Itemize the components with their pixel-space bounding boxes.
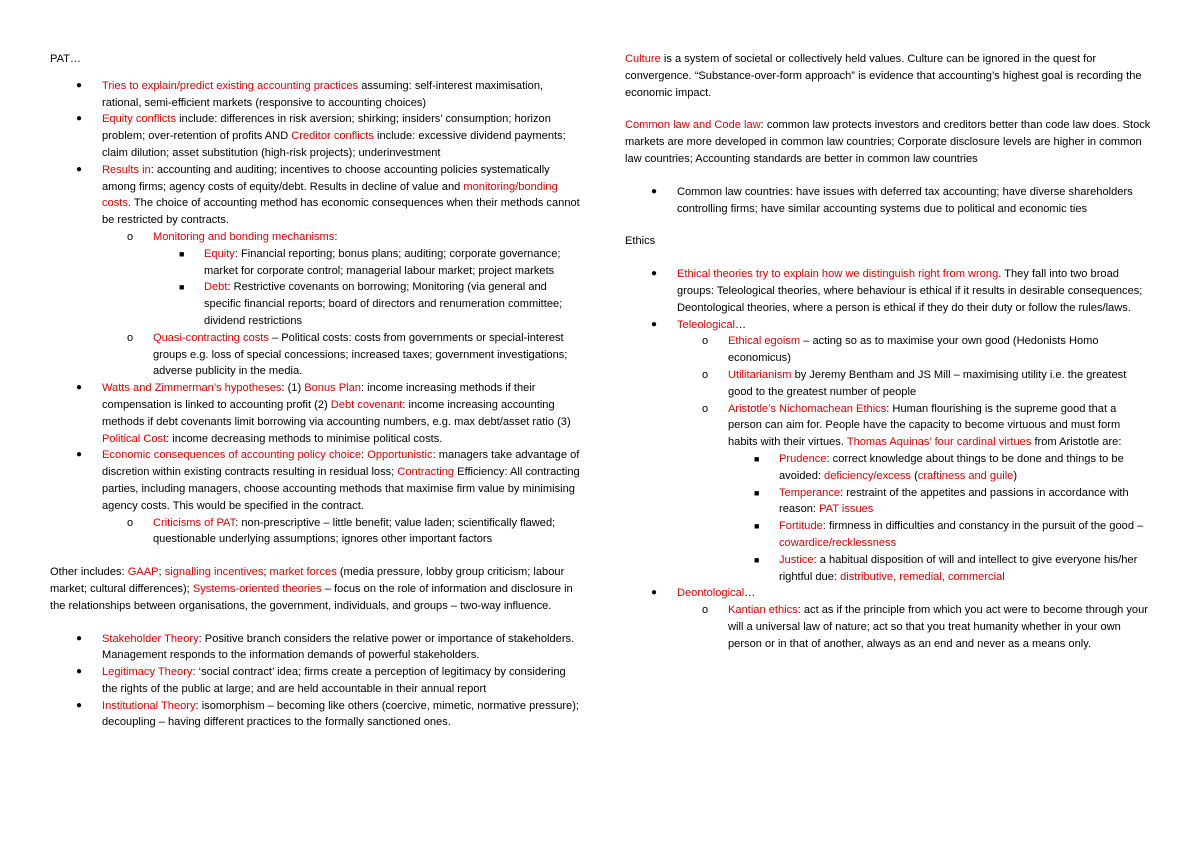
list-item: ● Teleological…: [625, 317, 1152, 334]
circle-bullet-icon: o: [702, 368, 709, 381]
list-item: ● Equity conflicts include: differences in risk aversion; shirking; insiders’ consumption; horizon problem; over-retention of profits AND Creditor conflicts include: excessive dividend payments; claim dilution; asset substitution (high-risk projects); underinvestment: [76, 113, 566, 159]
law-paragraph: Common law and Code law: common law protects investors and creditors better than code law does. Stock markets are more developed in common law countries; Corporate disclosure levels are higher in common law countries; Accounting standards are better in common law countries: [625, 119, 1151, 165]
list-item: ● Results in: accounting and auditing; incentives to choose accounting policies systematically among firms; agency costs of equity/debt. Results in decline of value and monitoring/bonding costs. The choice of accounting method has economic consequences when their methods cannot be restricted by contracts.: [76, 163, 580, 227]
list-item: ● Tries to explain/predict existing accounting practices assuming: self-interest maximisation, rational, semi-efficient markets (responsive to accounting choices): [76, 79, 544, 109]
bullet-icon: ●: [76, 449, 83, 461]
circle-bullet-icon: o: [702, 604, 709, 617]
ethics-heading: Ethics: [625, 235, 656, 248]
square-bullet-icon: ■: [754, 487, 760, 498]
list-item: ■ Justice: a habitual disposition of will and intellect to give everyone his/her rightful due: distributive, remedial, commercial: [754, 553, 1138, 583]
bullet-icon: ●: [651, 185, 658, 197]
circle-bullet-icon: o: [702, 335, 709, 348]
list-item: ■ Debt: Restrictive covenants on borrowing; Monitoring (via general and specific financial reports; board of directors and renumeration committee; dividend restrictions: [179, 281, 563, 327]
square-bullet-icon: ■: [754, 554, 760, 565]
list-item: ■ Prudence: correct knowledge about things to be done and things to be avoided: deficiency/excess (craftiness and guile): [754, 452, 1124, 482]
list-item: o Utilitarianism by Jeremy Bentham and JS Mill – maximising utility i.e. the greatest good to the greatest number of people: [702, 368, 1127, 398]
square-bullet-icon: ■: [754, 453, 760, 464]
list-item: o Aristotle’s Nichomachean Ethics: Human flourishing is the supreme good that a person can aim for. People have the capacity to become virtuous and must form habits with their virtues. Thomas Aquinas’ four cardinal virtues from Aristotle are:: [702, 402, 1122, 449]
bullet-icon: ●: [651, 268, 658, 280]
list-item: ● Stakeholder Theory: Positive branch considers the relative power or importance of stakeholders. Management responds to the information demands of powerful stakeholders.: [76, 632, 575, 662]
list-item: o Criticisms of PAT: non-prescriptive – little benefit; value laden; scientifically flawed; questionable underlying assumptions; ignores other important factors: [127, 516, 556, 546]
list-item: ■ Equity: Financial reporting; bonus plans; auditing; corporate governance; market for corporate control; managerial labour market; project markets: [179, 247, 561, 277]
circle-bullet-icon: o: [702, 402, 709, 415]
list-item: o Monitoring and bonding mechanisms:: [50, 229, 580, 246]
bullet-icon: ●: [651, 587, 658, 599]
list-item: o Quasi-contracting costs – Political costs: costs from governments or special-interest groups e.g. loss of special concessions; increased taxes; government investigations; adverse publicity in the media.: [127, 331, 568, 378]
bullet-icon: ●: [76, 79, 83, 91]
bullet-icon: ●: [651, 318, 658, 330]
bullet-icon: ●: [76, 113, 83, 125]
list-item: o Kantian ethics: act as if the principle from which you act were to become through your will a universal law of nature; act so that you treat humanity whether in your own person or in that of another, always as an end and never as a means only.: [702, 604, 1148, 650]
circle-bullet-icon: o: [127, 331, 134, 344]
list-item: ● Common law countries: have issues with deferred tax accounting; have diverse shareholders controlling firms; have similar accounting systems due to political and economic ties: [651, 185, 1133, 215]
list-item: o Ethical egoism – acting so as to maximise your own good (Hedonists Homo economicus): [702, 335, 1099, 365]
list-item: ■ Fortitude: firmness in difficulties and constancy in the pursuit of the good – cowardice/recklessness: [754, 520, 1144, 549]
list-item: ■ Temperance: restraint of the appetites and passions in accordance with reason: PAT issues: [754, 486, 1129, 516]
pat-heading: PAT…: [50, 53, 82, 65]
list-item: ● Economic consequences of accounting policy choice: Opportunistic: managers take advantage of discretion within existing contracts resulting in residual loss; Contracting Efficiency: All contracting parties, including managers, choose accounting methods that maximise firm value by minimising agency costs. This would be specified in the contract.: [76, 449, 580, 512]
list-item: ● Ethical theories try to explain how we distinguish right from wrong. They fall into two broad groups: Teleological theories, where behaviour is ethical if it results in desirable consequences; Deontological theories, where a person is ethical if they do their duty or follow the rules/laws.: [651, 268, 1143, 314]
list-item: ● Watts and Zimmerman’s hypotheses: (1) Bonus Plan: income increasing methods if their compensation is linked to accounting profit (2) Debt covenant: income increasing accounting methods if debt covenants limit borrowing via accounting numbers, e.g. max debt/asset ratio (3) Political Cost: income decreasing methods to minimise political costs.: [76, 382, 571, 445]
right-column: [625, 51, 1152, 653]
bullet-icon: ●: [76, 699, 83, 711]
list-item: ● Legitimacy Theory: ‘social contract’ idea; firms create a perception of legitimacy by considering the rights of the public at large; and are held accountable in their annual report: [76, 666, 566, 695]
bullet-icon: ●: [76, 666, 83, 678]
list-item: ● Deontological…: [625, 585, 1152, 602]
circle-bullet-icon: o: [127, 516, 134, 529]
square-bullet-icon: ■: [179, 248, 185, 259]
square-bullet-icon: ■: [754, 521, 760, 532]
list-item: ● Institutional Theory: isomorphism – becoming like others (coercive, mimetic, normative pressure); decoupling – having different practices to the formally sanctioned ones.: [76, 699, 580, 729]
culture-paragraph: Culture is a system of societal or collectively held values. Culture can be ignored in the quest for convergence. “Substance-over-form approach” is evidence that accounting’s highest goal is recording the economic impact.: [625, 53, 1142, 99]
bullet-icon: ●: [76, 163, 83, 175]
bullet-icon: ●: [76, 382, 83, 394]
bullet-icon: ●: [76, 632, 83, 644]
square-bullet-icon: ■: [179, 282, 185, 293]
circle-bullet-icon: o: [127, 230, 134, 243]
left-column: [50, 51, 580, 731]
other-paragraph: Other includes: GAAP; signalling incentives; market forces (media pressure, lobby group criticism; labour market; cultural differences); Systems-oriented theories – focus on the role of information and disclosure in the relationships between organisations, the government, individuals, and groups – two-way influence.: [50, 566, 573, 612]
